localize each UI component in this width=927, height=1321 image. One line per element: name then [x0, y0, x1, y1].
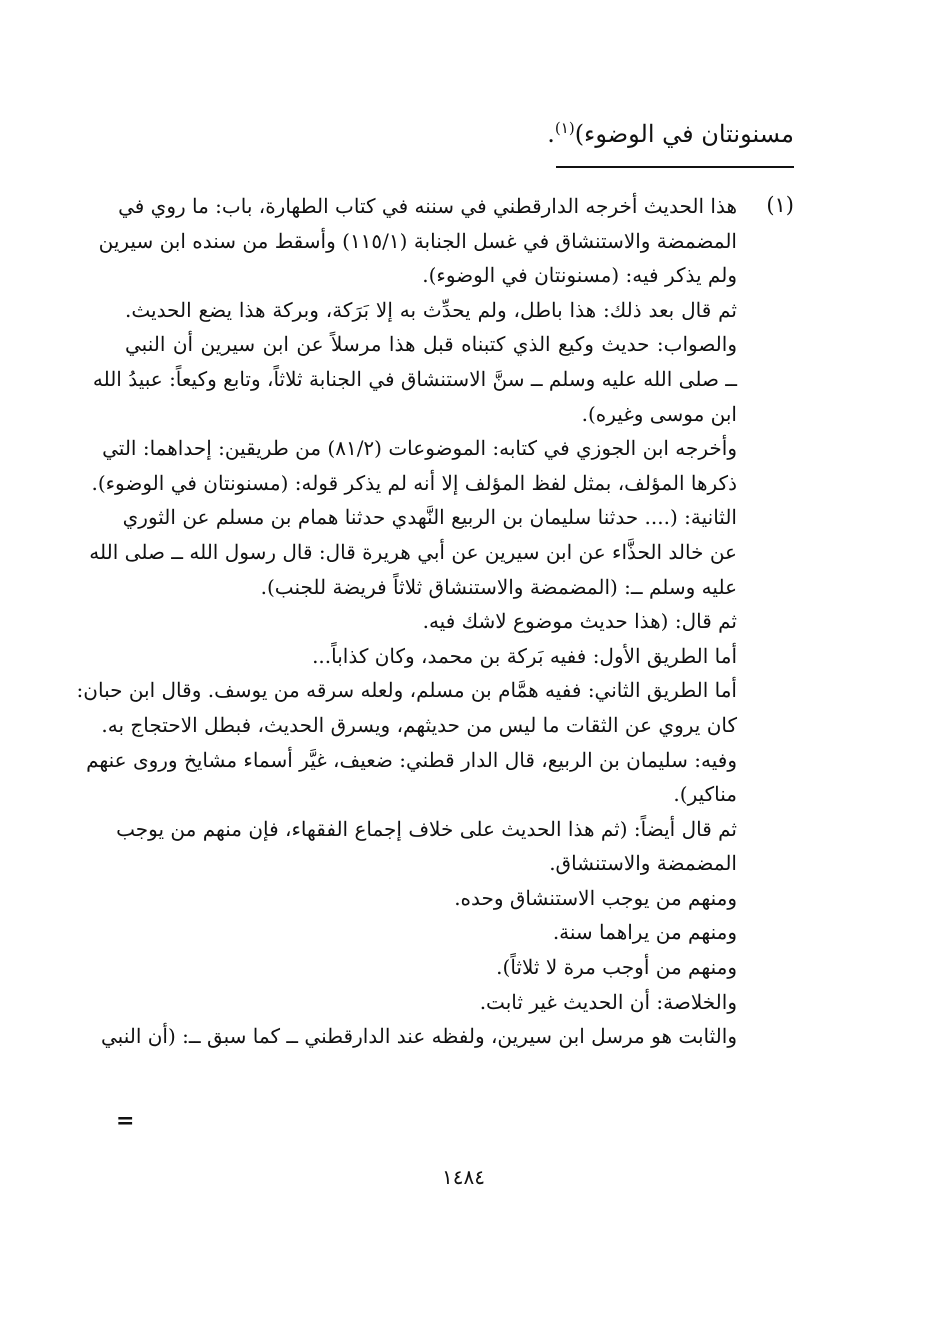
footnote-line: هذا الحديث أخرجه الدارقطني في سننه في كتاب الطهارة، باب: ما روي في — [118, 194, 737, 218]
footnote-line: ومنهم من أوجب مرة لا ثلاثاً). — [496, 955, 737, 980]
footnote-line: وأخرجه ابن الجوزي في كتابه: الموضوعات (٨١/٢) من طريقين: إحداهما: التي — [102, 436, 737, 461]
main-text-end: . — [547, 120, 555, 148]
main-text: مسنونتان في الوضوء) — [574, 120, 794, 148]
footnote-line: ابن موسى وغيره). — [581, 401, 737, 426]
continuation-mark: = — [116, 1108, 135, 1134]
footnote-line: ومنهم من يوجب الاستنشاق وحده. — [454, 885, 737, 910]
footnote-line: المضمضة والاستنشاق في غسل الجنابة (١١٥/١) وأسقط من سنده ابن سيرين — [98, 228, 737, 253]
footnote-line: المضمضة والاستنشاق. — [549, 851, 737, 876]
footnote-line: والصواب: حديث وكيع الذي كتبناه قبل هذا مرسلاً عن ابن سيرين أن النبي — [125, 332, 737, 357]
footnote-line: ولم يذكر فيه: (مسنونتان في الوضوء). — [422, 263, 737, 288]
page-number: ١٤٨٤ — [442, 1165, 485, 1189]
footnote-line: أما الطريق الثاني: ففيه همَّام بن مسلم، ولعله سرقه من يوسف. وقال ابن حبان: — [76, 678, 737, 703]
footnote-reference: (١) — [554, 119, 575, 137]
footnote-line: والخلاصة: أن الحديث غير ثابت. — [479, 989, 737, 1014]
footnote-line: أما الطريق الأول: ففيه بَركة بن محمد، وكان كذاباً... — [312, 643, 737, 668]
footnote-marker: (١) — [766, 193, 794, 217]
footnote-line: ومنهم من يراهما سنة. — [552, 920, 737, 945]
footnote-line: عن خالد الحذَّاء عن ابن سيرين عن أبي هريرة قال: قال رسول الله ــ صلى الله — [89, 539, 737, 564]
footnote-line: كان يروي عن الثقات ما ليس من حديثهم، ويسرق الحديث، فبطل الاحتجاج به. — [101, 712, 737, 737]
footnote-line: ثم قال بعد ذلك: هذا باطل، ولم يحدِّث به إلا بَرَكة، وبركة هذا يضع الحديث. — [125, 297, 737, 322]
footnote-separator — [556, 166, 794, 168]
footnote-line: وفيه: سليمان بن الربيع، قال الدار قطني: ضعيف، غيَّر أسماء مشايخ وروى عنهم — [86, 747, 737, 772]
main-text-line — [547, 108, 794, 154]
footnote-line: ثم قال: (هذا حديث موضوع لاشك فيه. — [422, 609, 737, 634]
footnote-line: مناكير). — [673, 782, 737, 807]
footnote-line: ذكرها المؤلف، بمثل لفظ المؤلف إلا أنه لم يذكر قوله: (مسنونتان في الوضوء). — [91, 470, 737, 495]
footnote-line: ــ صلى الله عليه وسلم ــ سنَّ الاستنشاق في الجنابة ثلاثاً، وتابع وكيعاً: عبيدُ الله — [92, 366, 737, 391]
footnote-line: والثابت هو مرسل ابن سيرين، ولفظه عند الدارقطني ــ كما سبق ــ: (أن النبي — [100, 1024, 737, 1049]
footnote-line: عليه وسلم ــ: (المضمضة والاستنشاق ثلاثاً فريضة للجنب). — [260, 574, 737, 599]
footnote-line: ثم قال أيضاً: (ثم هذا الحديث على خلاف إجماع الفقهاء، فإن منهم من يوجب — [116, 816, 737, 841]
footnote-body — [76, 189, 737, 1054]
footnote-line: الثانية: (.... حدثنا سليمان بن الربيع النَّهدي حدثنا همام بن مسلم عن الثوري — [122, 505, 737, 530]
